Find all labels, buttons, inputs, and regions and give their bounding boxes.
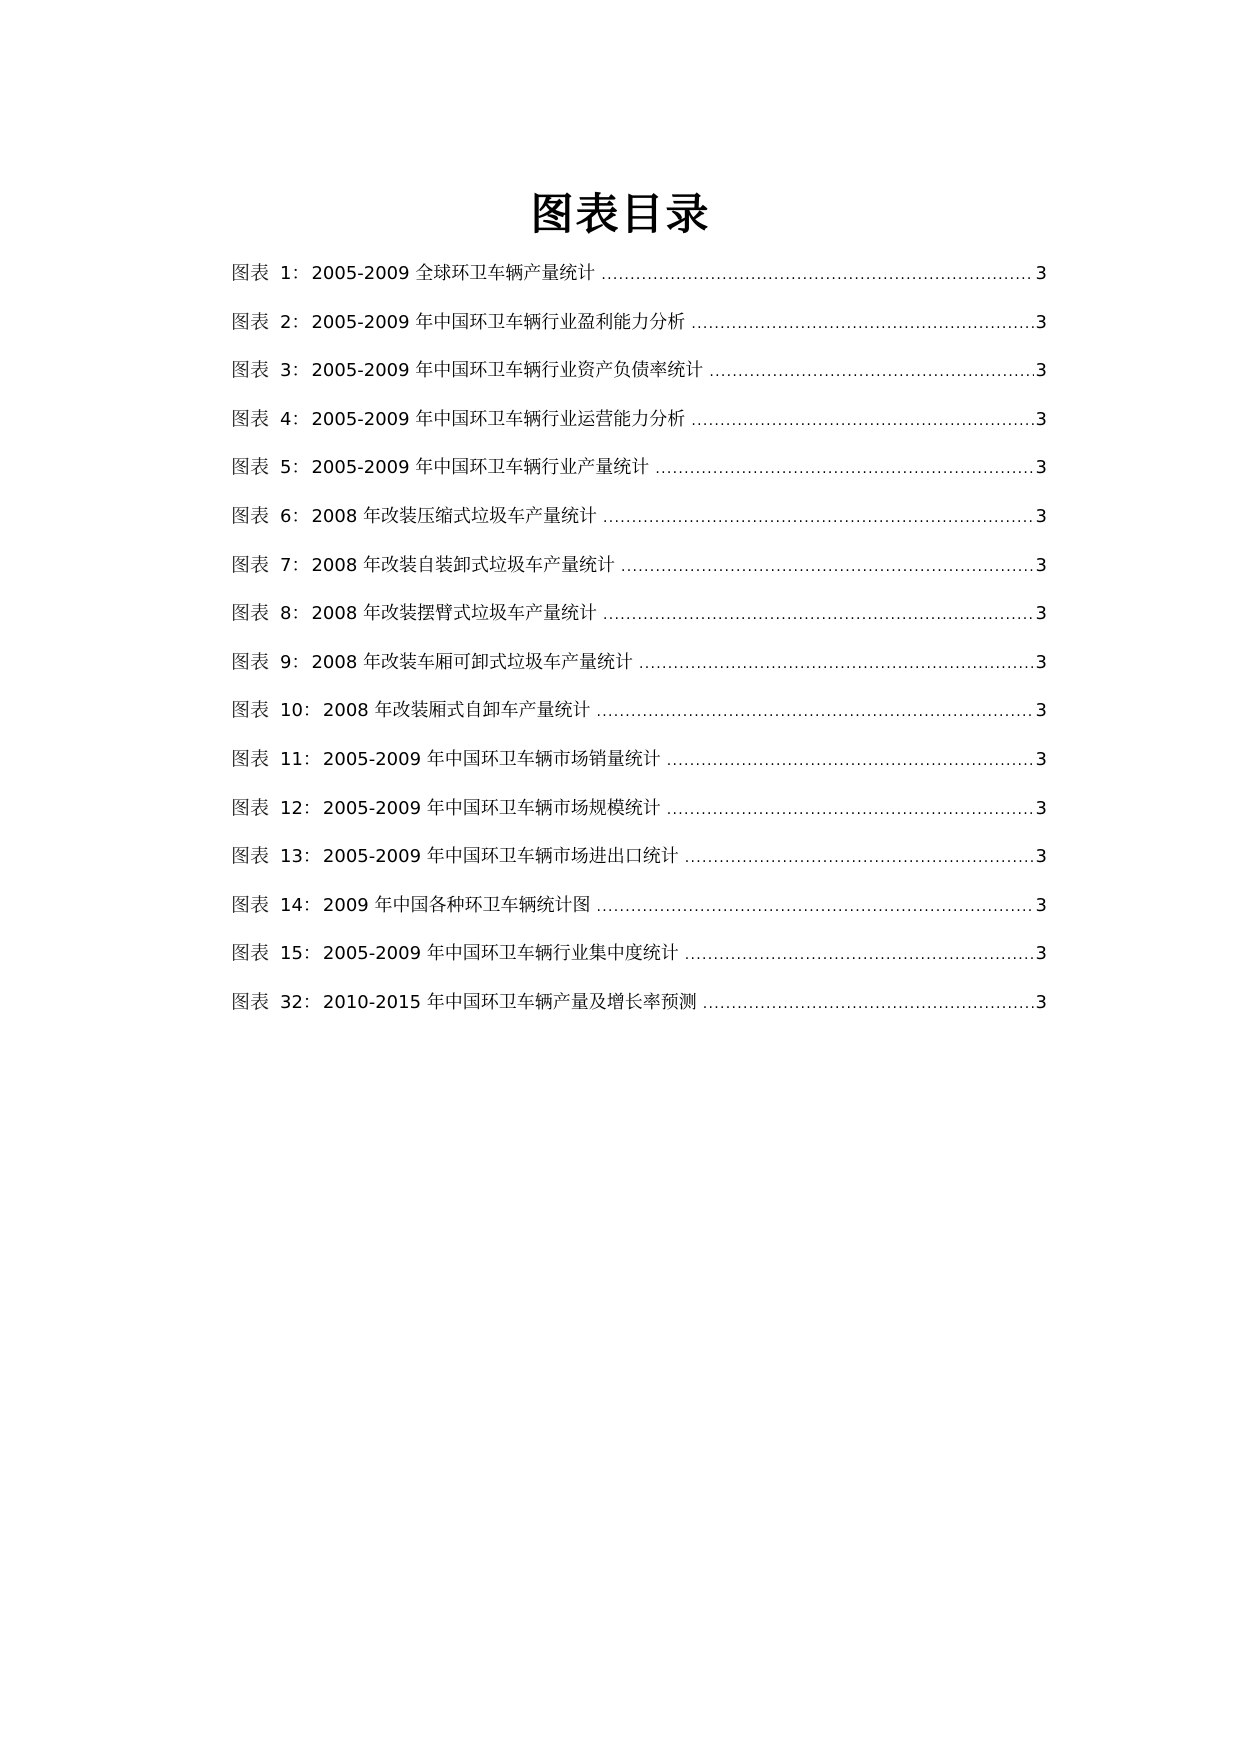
dot-leader (709, 364, 1033, 380)
entry-number: 4 (280, 408, 292, 430)
toc-entry[interactable] (231, 307, 1047, 356)
dot-leader (691, 413, 1033, 429)
entry-prefix: 图表 (231, 310, 270, 333)
entry-prefix: 图表 (231, 699, 270, 722)
entry-prefix: 图表 (231, 990, 270, 1013)
dot-leader (655, 461, 1033, 477)
entry-separator: ： (291, 603, 310, 625)
toc-entry[interactable] (231, 744, 1047, 793)
entry-page-number: 3 (1035, 603, 1047, 625)
entry-title: 2005-2009 年中国环卫车辆行业盈利能力分析 (311, 311, 686, 333)
toc-entry[interactable] (231, 647, 1047, 696)
entry-prefix: 图表 (231, 796, 270, 819)
entry-separator: ： (302, 748, 321, 770)
entry-title: 2008 年改装压缩式垃圾车产量统计 (311, 505, 597, 527)
toc-entry[interactable] (231, 404, 1047, 453)
entry-prefix: 图表 (231, 942, 270, 965)
dot-leader (621, 559, 1034, 575)
dot-leader (601, 267, 1033, 283)
entry-prefix: 图表 (231, 262, 270, 284)
entry-page-number: 3 (1035, 263, 1047, 284)
entry-title: 2008 年改装厢式自卸车产量统计 (322, 700, 591, 722)
toc-entry[interactable] (231, 258, 1047, 307)
entry-number: 1 (280, 263, 292, 284)
entry-title: 2005-2009 年中国环卫车辆行业集中度统计 (322, 943, 679, 965)
entry-number: 9 (280, 651, 292, 673)
entry-page-number: 3 (1035, 360, 1047, 382)
entry-page-number: 3 (1035, 505, 1047, 527)
toc-list (231, 258, 1047, 1036)
entry-prefix: 图表 (231, 893, 270, 916)
entry-number: 6 (280, 505, 292, 527)
toc-heading: 图表目录 (530, 190, 711, 240)
entry-separator: ： (291, 457, 310, 479)
toc-entry[interactable] (231, 550, 1047, 599)
entry-page-number: 3 (1035, 943, 1047, 965)
entry-page-number: 3 (1035, 554, 1047, 576)
entry-separator: ： (302, 797, 321, 819)
entry-separator: ： (291, 360, 310, 382)
entry-title: 2005-2009 年中国环卫车辆行业产量统计 (311, 457, 650, 479)
entry-number: 32 (280, 991, 303, 1013)
entry-number: 12 (280, 797, 303, 819)
entry-title: 2009 年中国各种环卫车辆统计图 (322, 894, 591, 916)
entry-title: 2008 年改装自装卸式垃圾车产量统计 (311, 554, 615, 576)
dot-leader (703, 996, 1034, 1012)
entry-page-number: 3 (1035, 700, 1047, 722)
entry-separator: ： (291, 408, 310, 430)
entry-separator: ： (302, 846, 321, 868)
toc-entry[interactable] (231, 841, 1047, 890)
entry-number: 14 (280, 894, 303, 916)
toc-entry[interactable] (231, 938, 1047, 987)
entry-prefix: 图表 (231, 407, 270, 430)
entry-number: 2 (280, 311, 292, 333)
entry-page-number: 3 (1035, 408, 1047, 430)
entry-title: 2008 年改装车厢可卸式垃圾车产量统计 (311, 651, 633, 673)
entry-separator: ： (291, 505, 310, 527)
dot-leader (639, 656, 1034, 672)
entry-title: 2005-2009 年中国环卫车辆市场规模统计 (322, 797, 661, 819)
dot-leader (596, 899, 1033, 915)
entry-page-number: 3 (1035, 894, 1047, 916)
dot-leader (685, 947, 1034, 963)
entry-separator: ： (291, 311, 310, 333)
entry-page-number: 3 (1035, 846, 1047, 868)
entry-page-number: 3 (1035, 457, 1047, 479)
entry-separator: ： (291, 651, 310, 673)
entry-title: 2008 年改装摆臂式垃圾车产量统计 (311, 603, 597, 625)
entry-prefix: 图表 (231, 845, 270, 868)
entry-number: 11 (280, 748, 303, 770)
entry-prefix: 图表 (231, 456, 270, 479)
toc-entry[interactable] (231, 890, 1047, 939)
entry-prefix: 图表 (231, 504, 270, 527)
entry-number: 5 (280, 457, 292, 479)
entry-page-number: 3 (1035, 748, 1047, 770)
toc-entry[interactable] (231, 501, 1047, 550)
toc-entry[interactable] (231, 793, 1047, 842)
dot-leader (603, 510, 1034, 526)
entry-prefix: 图表 (231, 553, 270, 576)
entry-separator: ： (302, 894, 321, 916)
dot-leader (603, 607, 1034, 623)
toc-entry[interactable] (231, 987, 1047, 1036)
entry-separator: ： (302, 943, 321, 965)
entry-prefix: 图表 (231, 602, 270, 625)
entry-title: 2005-2009 年中国环卫车辆市场进出口统计 (322, 846, 679, 868)
entry-number: 15 (280, 943, 303, 965)
dot-leader (667, 753, 1034, 769)
entry-number: 7 (280, 554, 292, 576)
dot-leader (667, 802, 1034, 818)
entry-page-number: 3 (1035, 991, 1047, 1013)
entry-prefix: 图表 (231, 747, 270, 770)
entry-title: 2005-2009 年中国环卫车辆行业运营能力分析 (311, 408, 686, 430)
entry-title: 2005-2009 年中国环卫车辆行业资产负债率统计 (311, 360, 704, 382)
entry-number: 13 (280, 846, 303, 868)
toc-entry[interactable] (231, 355, 1047, 404)
entry-separator: ： (302, 991, 321, 1013)
entry-separator: ： (302, 700, 321, 722)
dot-leader (685, 850, 1034, 866)
entry-number: 8 (280, 603, 292, 625)
entry-separator: ： (291, 554, 310, 576)
entry-separator: ： (291, 263, 310, 284)
entry-number: 3 (280, 360, 292, 382)
dot-leader (691, 316, 1033, 332)
entry-title: 2010-2015 年中国环卫车辆产量及增长率预测 (322, 991, 697, 1013)
toc-entry[interactable] (231, 695, 1047, 744)
entry-title: 2005-2009 年中国环卫车辆市场销量统计 (322, 748, 661, 770)
entry-prefix: 图表 (231, 359, 270, 382)
toc-entry[interactable] (231, 452, 1047, 501)
entry-page-number: 3 (1035, 651, 1047, 673)
entry-prefix: 图表 (231, 650, 270, 673)
entry-title: 2005-2009 全球环卫车辆产量统计 (311, 263, 596, 284)
entry-page-number: 3 (1035, 311, 1047, 333)
entry-page-number: 3 (1035, 797, 1047, 819)
toc-entry[interactable] (231, 598, 1047, 647)
entry-number: 10 (280, 700, 303, 722)
dot-leader (596, 704, 1033, 720)
